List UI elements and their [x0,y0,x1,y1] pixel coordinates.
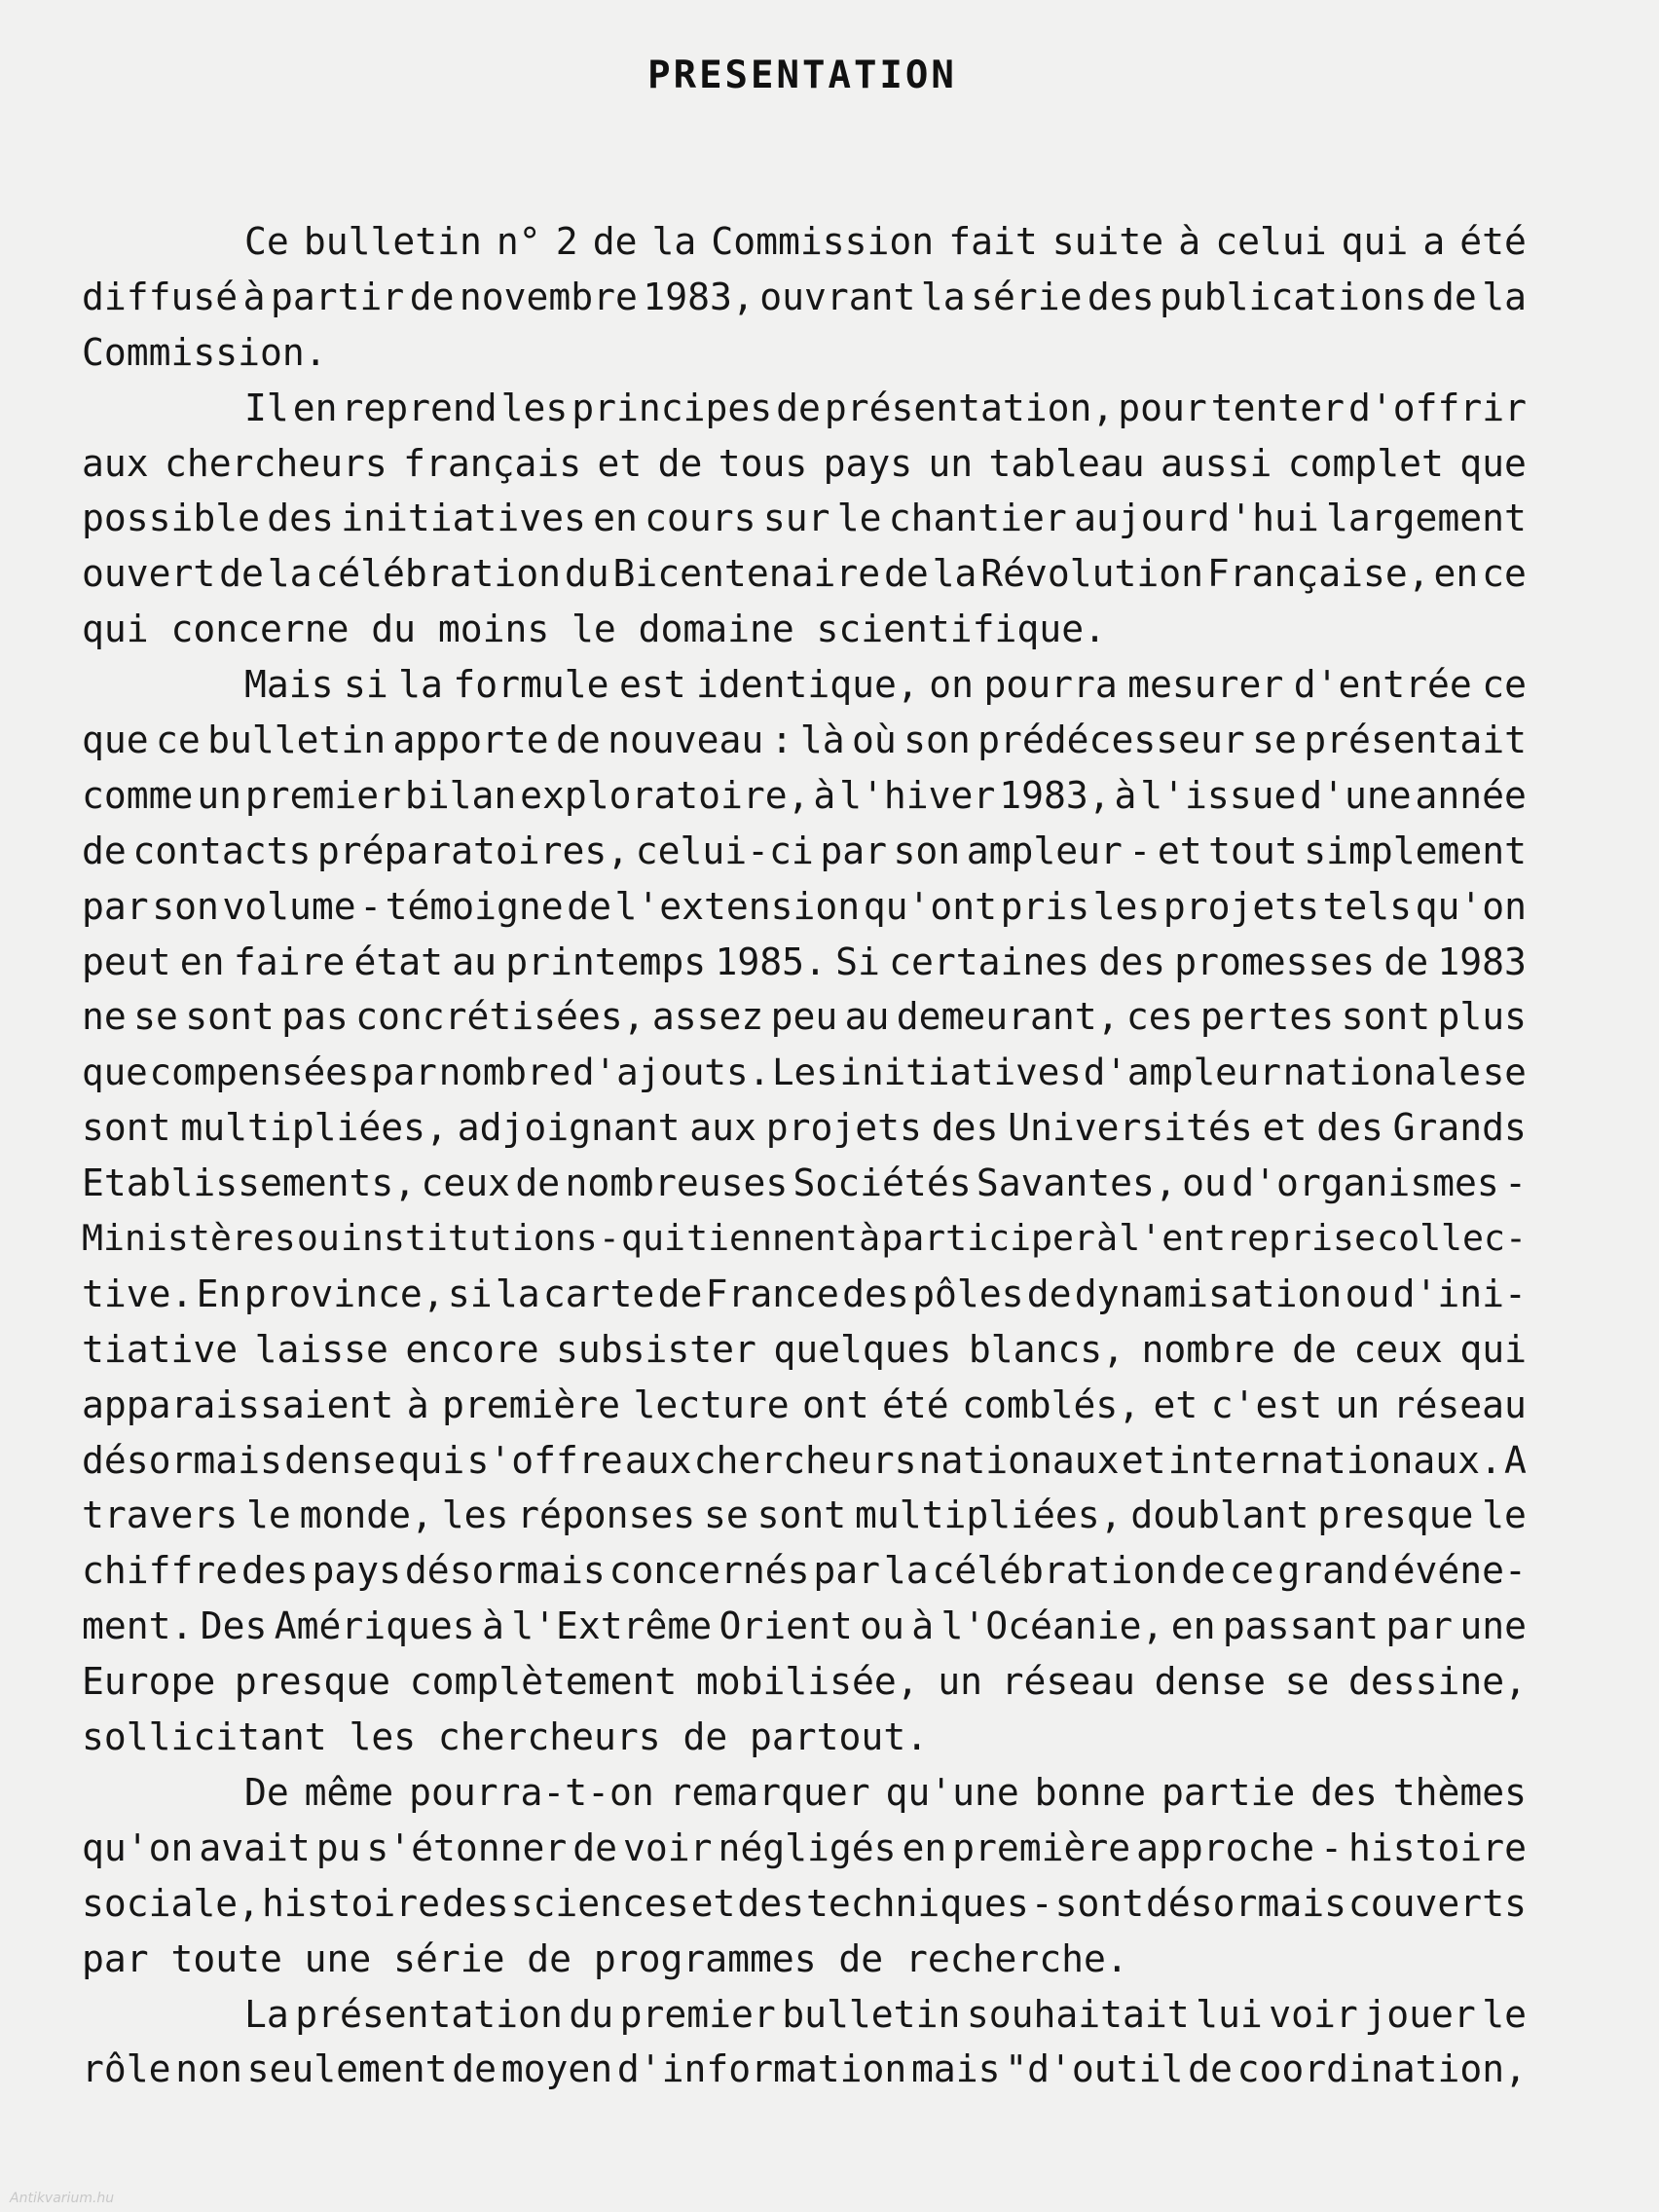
text-line: par toute une série de programmes de recherche. [82,1936,1128,1980]
text-line: ne se sont pas concrétisées, assez peu au demeurant, ces pertes sont plus [82,995,1527,1039]
paragraph-first-line: Il en reprend les principes de présentation, pour tenter d'offrir [244,386,1527,429]
text-line: sollicitant les chercheurs de partout. [82,1715,929,1759]
paragraph-first-line: Mais si la formule est identique, on pourra mesurer d'entrée ce [244,663,1527,707]
text-line: apparaissaient à première lecture ont été comblés, et c'est un réseau [82,1382,1527,1426]
text-line: rôle non seulement de moyen d'information mais "d'outil de coordination, [82,2047,1527,2091]
text-line: par son volume - témoigne de l'extension qu'ont pris les projets tels qu'on [82,884,1527,928]
text-line: de contacts préparatoires, celui-ci par son ampleur - et tout simplement [82,829,1527,872]
text-line: tive. En province, si la carte de France des pôles de dynamisation ou d'ini- [82,1272,1527,1315]
text-line: chiffre des pays désormais concernés par la célébration de ce grand événe- [82,1549,1527,1593]
text-line: possible des initiatives en cours sur le chantier aujourd'hui largement [82,497,1527,540]
text-line: que compensées par nombre d'ajouts. Les initiatives d'ampleur nationale se [82,1051,1527,1094]
document-body [82,214,1527,2097]
text-line: aux chercheurs français et de tous pays un tableau aussi complet que [82,441,1527,485]
paragraph-first-line: La présentation du premier bulletin souhaitait lui voir jouer le [244,1992,1527,2036]
text-line: diffusé à partir de novembre 1983, ouvrant la série des publications de la [82,275,1527,318]
text-line: désormais dense qui s'offre aux chercheurs nationaux et internationaux. A [82,1438,1527,1482]
text-line: que ce bulletin apporte de nouveau : là où son prédécesseur se présentait [82,719,1527,762]
text-line: qui concerne du moins le domaine scientifique. [82,608,1106,651]
text-line: Europe presque complètement mobilisée, un réseau dense se dessine, [82,1660,1527,1704]
text-line: Etablissements, ceux de nombreuses Sociétés Savantes, ou d'organismes - [82,1161,1527,1205]
text-line: comme un premier bilan exploratoire, à l'hiver 1983, à l'issue d'une année [82,773,1527,817]
text-line: travers le monde, les réponses se sont multipliées, doublant presque le [82,1493,1527,1537]
text-line: peut en faire état au printemps 1985. Si certaines des promesses de 1983 [82,940,1527,983]
paragraph-first-line: De même pourra-t-on remarquer qu'une bonne partie des thèmes [244,1770,1527,1814]
text-line: sociale, histoire des sciences et des techniques - sont désormais couverts [82,1881,1527,1925]
text-line: Commission. [82,330,327,374]
text-line: ouvert de la célébration du Bicentenaire de la Révolution Française, en ce [82,552,1527,596]
page-title: PRESENTATION [647,54,957,97]
text-line: qu'on avait pu s'étonner de voir négligés en première approche - histoire [82,1825,1527,1869]
paragraph-first-line: Ce bulletin n° 2 de la Commission fait suite à celui qui a été [244,220,1527,263]
text-line: ment. Des Amériques à l'Extrême Orient ou à l'Océanie, en passant par une [82,1604,1527,1648]
text-line: sont multipliées, adjoignant aux projets des Universités et des Grands [82,1106,1527,1150]
text-line: Ministères ou institutions - qui tiennent à participer à l'entreprise collec- [82,1217,1527,1260]
text-line: tiative laisse encore subsister quelques blancs, nombre de ceux qui [82,1327,1527,1371]
watermark: Antikvarium.hu [10,2191,115,2206]
